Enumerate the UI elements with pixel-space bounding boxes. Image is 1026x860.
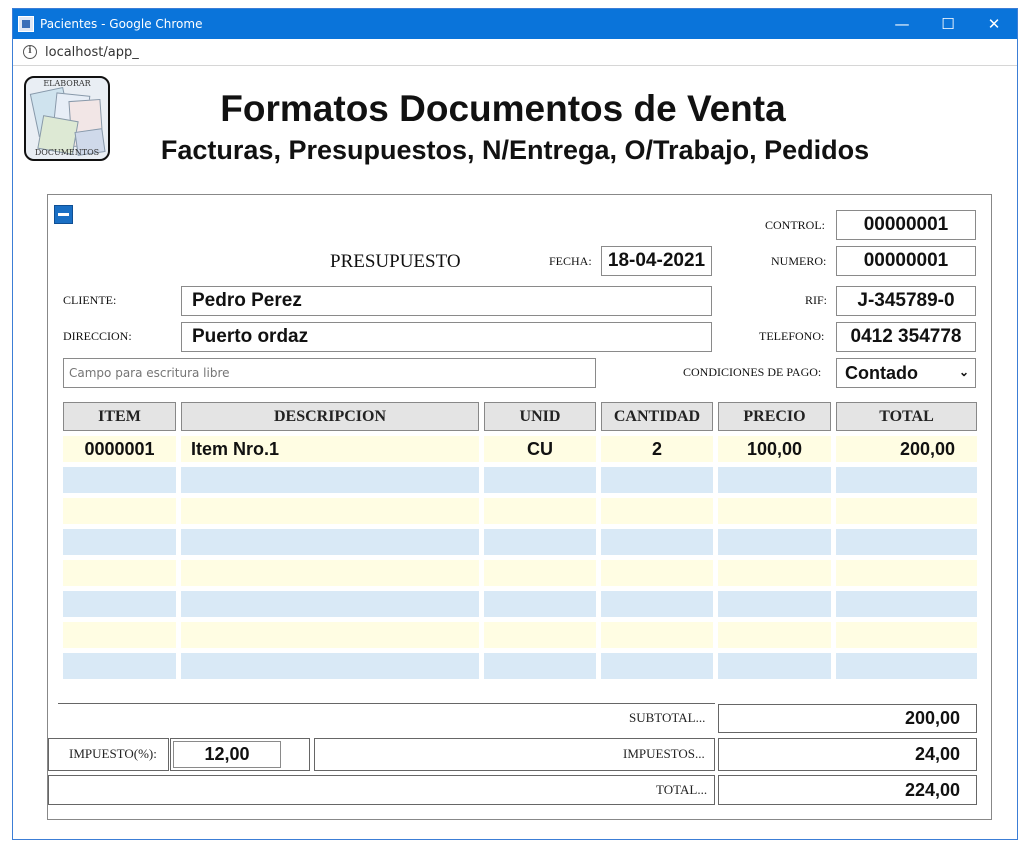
impuesto-pct-field[interactable]: 12,00: [173, 741, 281, 768]
table-cell-total[interactable]: [836, 467, 977, 493]
col-header-unid: UNID: [484, 402, 596, 431]
rif-label: RIF:: [805, 293, 828, 307]
table-cell-precio[interactable]: [718, 498, 831, 524]
table-cell-unid[interactable]: [484, 622, 596, 648]
table-cell-cantidad[interactable]: [601, 529, 713, 555]
total-row: [48, 775, 715, 805]
col-header-precio: PRECIO: [718, 402, 831, 431]
table-cell-cantidad[interactable]: [601, 622, 713, 648]
minimize-button[interactable]: —: [894, 15, 910, 33]
table-cell-precio[interactable]: [718, 591, 831, 617]
doc-type-label: PRESUPUESTO: [330, 251, 461, 272]
impuestos-label: IMPUESTOS...: [623, 746, 705, 761]
table-cell-unid[interactable]: CU: [484, 436, 596, 462]
col-header-descripcion: DESCRIPCION: [181, 402, 479, 431]
free-text-input[interactable]: [63, 358, 596, 388]
table-cell-descripcion[interactable]: [181, 591, 479, 617]
col-header-item: ITEM: [63, 402, 176, 431]
table-cell-unid[interactable]: [484, 560, 596, 586]
table-cell-item[interactable]: [63, 653, 176, 679]
impuestos-value: 24,00: [718, 738, 977, 771]
cliente-label: CLIENTE:: [63, 293, 117, 307]
table-cell-descripcion[interactable]: Item Nro.1: [181, 436, 479, 462]
url-text[interactable]: localhost/app_: [45, 44, 139, 60]
impuesto-pct-label: IMPUESTO(%):: [69, 746, 157, 761]
telefono-label: TELEFONO:: [759, 329, 825, 343]
table-cell-precio[interactable]: [718, 467, 831, 493]
table-cell-precio[interactable]: [718, 560, 831, 586]
fecha-label: FECHA:: [549, 254, 592, 268]
address-bar[interactable]: [13, 39, 1017, 66]
table-cell-item[interactable]: 0000001: [63, 436, 176, 462]
direccion-label: DIRECCION:: [63, 329, 132, 343]
logo-caption-bottom: DOCUMENTOS: [34, 148, 100, 157]
table-cell-cantidad[interactable]: [601, 591, 713, 617]
rif-field[interactable]: J-345789-0: [836, 286, 976, 316]
table-cell-item[interactable]: [63, 622, 176, 648]
table-cell-total[interactable]: [836, 622, 977, 648]
table-cell-precio[interactable]: [718, 622, 831, 648]
table-cell-unid[interactable]: [484, 529, 596, 555]
info-icon[interactable]: i: [23, 45, 37, 59]
table-cell-cantidad[interactable]: [601, 653, 713, 679]
page-content: [13, 66, 1017, 839]
table-cell-total[interactable]: [836, 653, 977, 679]
table-cell-cantidad[interactable]: [601, 560, 713, 586]
table-cell-item[interactable]: [63, 591, 176, 617]
browser-window: [12, 8, 1018, 840]
table-cell-precio[interactable]: [718, 653, 831, 679]
fecha-field[interactable]: 18-04-2021: [601, 246, 712, 276]
col-header-total: TOTAL: [836, 402, 977, 431]
control-label: CONTROL:: [765, 218, 825, 232]
table-cell-unid[interactable]: [484, 653, 596, 679]
maximize-button[interactable]: ☐: [941, 15, 955, 33]
col-header-cantidad: CANTIDAD: [601, 402, 713, 431]
table-cell-unid[interactable]: [484, 498, 596, 524]
cliente-field[interactable]: Pedro Perez: [181, 286, 712, 316]
table-cell-descripcion[interactable]: [181, 498, 479, 524]
table-cell-unid[interactable]: [484, 467, 596, 493]
table-cell-total[interactable]: 200,00: [836, 436, 977, 462]
table-cell-precio[interactable]: [718, 529, 831, 555]
table-cell-item[interactable]: [63, 529, 176, 555]
condiciones-value: Contado: [845, 362, 918, 383]
telefono-field[interactable]: 0412 354778: [836, 322, 976, 352]
direccion-field[interactable]: Puerto ordaz: [181, 322, 712, 352]
table-cell-total[interactable]: [836, 591, 977, 617]
table-cell-cantidad[interactable]: [601, 498, 713, 524]
window-title: Pacientes - Google Chrome: [40, 17, 203, 31]
subtotal-value: 200,00: [718, 704, 977, 733]
close-button[interactable]: ✕: [987, 15, 1001, 33]
table-cell-item[interactable]: [63, 560, 176, 586]
table-cell-total[interactable]: [836, 560, 977, 586]
table-cell-item[interactable]: [63, 498, 176, 524]
document-panel: [47, 194, 992, 820]
page-title: Formatos Documentos de Venta: [220, 88, 786, 129]
condiciones-label: CONDICIONES DE PAGO:: [683, 365, 822, 379]
table-cell-descripcion[interactable]: [181, 653, 479, 679]
subtotal-row: [58, 703, 715, 732]
chevron-down-icon: ⌄: [958, 365, 969, 379]
table-cell-descripcion[interactable]: [181, 467, 479, 493]
table-cell-total[interactable]: [836, 498, 977, 524]
table-cell-descripcion[interactable]: [181, 622, 479, 648]
table-cell-precio[interactable]: 100,00: [718, 436, 831, 462]
total-label: TOTAL...: [656, 782, 708, 797]
total-value: 224,00: [718, 775, 977, 805]
table-cell-cantidad[interactable]: [601, 467, 713, 493]
title-bar[interactable]: [13, 9, 1017, 39]
logo-caption-top: ELABORAR: [43, 79, 91, 88]
table-cell-unid[interactable]: [484, 591, 596, 617]
table-cell-descripcion[interactable]: [181, 529, 479, 555]
app-icon: [18, 16, 34, 32]
condiciones-select[interactable]: [836, 358, 976, 388]
table-cell-item[interactable]: [63, 467, 176, 493]
control-field[interactable]: 00000001: [836, 210, 976, 240]
collapse-button[interactable]: [54, 205, 73, 224]
page-subtitle: Facturas, Presupuestos, N/Entrega, O/Trabajo, Pedidos: [160, 135, 870, 165]
table-cell-descripcion[interactable]: [181, 560, 479, 586]
table-cell-cantidad[interactable]: 2: [601, 436, 713, 462]
numero-label: NUMERO:: [771, 254, 827, 268]
table-cell-total[interactable]: [836, 529, 977, 555]
subtotal-label: SUBTOTAL...: [629, 710, 706, 725]
numero-field[interactable]: 00000001: [836, 246, 976, 276]
